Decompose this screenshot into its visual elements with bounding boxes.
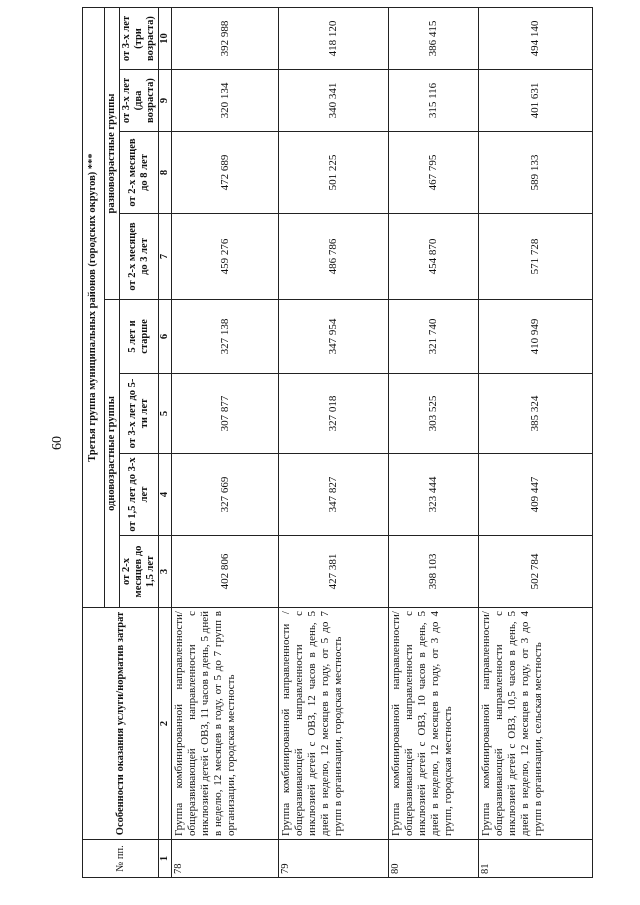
row-number: 81 [479,840,593,878]
col-header: от 2-х месяцев до 1,5 лет [120,536,159,608]
value-cell: 392 988 [172,8,279,70]
value-cell: 398 103 [389,536,479,608]
header-mixed-age: разновозрастные группы [105,8,120,300]
index-cell: 10 [159,8,172,70]
value-cell: 494 140 [479,8,593,70]
index-cell: 2 [159,608,172,840]
value-cell: 315 116 [389,70,479,132]
value-cell: 486 786 [279,214,389,300]
value-cell: 410 949 [479,300,593,374]
row-number: 79 [279,840,389,878]
index-cell: 6 [159,300,172,374]
value-cell: 467 795 [389,132,479,214]
index-cell: 5 [159,374,172,454]
page-number: 60 [50,436,65,450]
col-header: от 3-х лет до 5-ти лет [120,374,159,454]
value-cell: 347 827 [279,454,389,536]
value-cell: 347 954 [279,300,389,374]
rotated-page [38,8,594,878]
value-cell: 459 276 [172,214,279,300]
row-description: Группа комбинированной направленности/ общеразвивающей направленности с инклюзией детей с ОВЗ, 10,5 часов в день, 5 дней в неделю, 12 месяцев в году, от 3 до 4 групп в организации, сельская местность [479,608,593,840]
value-cell: 327 138 [172,300,279,374]
value-cell: 418 120 [279,8,389,70]
value-cell: 321 740 [389,300,479,374]
col-header: от 2-х месяцев до 3 лет [120,214,159,300]
value-cell: 327 669 [172,454,279,536]
index-cell: 4 [159,454,172,536]
col-header: от 3-х лет (три возраста) [120,8,159,70]
value-cell: 385 324 [479,374,593,454]
table-row [389,8,479,878]
header-group: Третья группа муниципальных районов (городских округов) *** [83,8,105,608]
value-cell: 402 806 [172,536,279,608]
value-cell: 320 134 [172,70,279,132]
row-number: 80 [389,840,479,878]
value-cell: 571 728 [479,214,593,300]
value-cell: 386 415 [389,8,479,70]
index-cell: 9 [159,70,172,132]
value-cell: 472 689 [172,132,279,214]
cost-table [82,7,593,878]
table-row [479,8,593,878]
index-cell: 1 [159,840,172,878]
value-cell: 323 444 [389,454,479,536]
value-cell: 327 018 [279,374,389,454]
col-header: от 2-х месяцев до 8 лет [120,132,159,214]
row-number: 78 [172,840,279,878]
header-no: № пп. [83,840,159,878]
row-description: Группа комбинированной направленности/ общеразвивающей направленности с инклюзией детей с ОВЗ, 10 часов в день, 5 дней в неделю, 12 месяцев в году, от 3 до 4 групп, городская местность [389,608,479,840]
index-row [159,8,172,878]
row-description: Группа комбинированной направленности/ общеразвивающей направленности с инклюзией детей с ОВЗ, 11 часов в день, 5 дней в неделю, 12 месяцев в году, от 5 до 7 групп в организации, городская местность [172,608,279,840]
value-cell: 401 631 [479,70,593,132]
col-header: от 1,5 лет до 3-х лет [120,454,159,536]
table-row [279,8,389,878]
value-cell: 303 525 [389,374,479,454]
value-cell: 589 133 [479,132,593,214]
col-header: от 3-х лет (два возраста) [120,70,159,132]
value-cell: 340 341 [279,70,389,132]
value-cell: 427 381 [279,536,389,608]
value-cell: 502 784 [479,536,593,608]
table-row [172,8,279,878]
value-cell: 409 447 [479,454,593,536]
value-cell: 454 870 [389,214,479,300]
index-cell: 3 [159,536,172,608]
value-cell: 501 225 [279,132,389,214]
index-cell: 8 [159,132,172,214]
index-cell: 7 [159,214,172,300]
row-description: Группа комбинированной направленности / общеразвивающей направленности с инклюзией детей с ОВЗ, 12 часов в день, 5 дней в неделю, 12 месяцев в году, от 5 до 7 групп в организации, городская местность [279,608,389,840]
header-single-age: одновозрастные группы [105,300,120,608]
col-header: 5 лет и старше [120,300,159,374]
value-cell: 307 877 [172,374,279,454]
header-features: Особенности оказания услуги/норматив затрат [83,608,159,840]
